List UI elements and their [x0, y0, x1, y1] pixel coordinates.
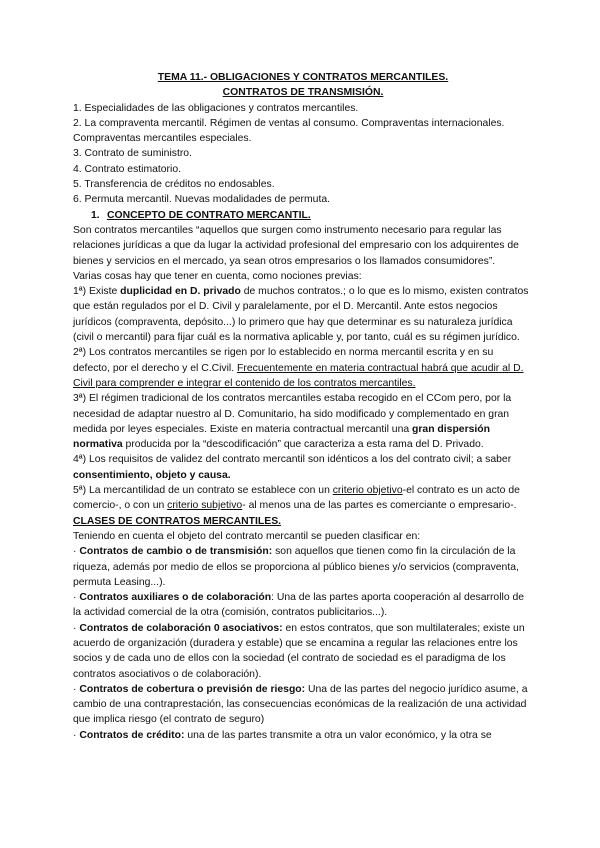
bullet-4: · — [73, 683, 77, 695]
note-2 — [73, 345, 533, 391]
class-5-title: Contratos de crédito: — [79, 729, 185, 741]
note-1-a: 1ª) Existe — [73, 286, 121, 298]
note-3 — [73, 391, 533, 452]
note-3-b: gran dispersión normativa — [73, 423, 490, 451]
note-5-b: criterio objetivo — [332, 485, 403, 497]
class-item-2 — [73, 590, 533, 621]
class-item-4 — [73, 682, 533, 728]
intro-paragraph: Varias cosas hay que tener en cuenta, como nociones previas: — [73, 270, 362, 282]
note-5-d: criterio subjetivo — [167, 500, 243, 512]
note-1-b: duplicidad en D. privado — [120, 286, 241, 298]
index-item-3: 3. Contrato de suministro. — [73, 148, 192, 160]
index-item-2: 2. La compraventa mercantil. Régimen de ventas al consumo. Compraventas internacionales. Compraventas mercantiles especiales. — [73, 117, 505, 145]
index-item-6: 6. Permuta mercantil. Nuevas modalidades de permuta. — [73, 194, 331, 206]
title-line-1: TEMA 11.- OBLIGACIONES Y CONTRATOS MERCANTILES. — [157, 72, 449, 83]
note-2-a: 2ª) Los contratos mercantiles se rigen por lo establecido en norma mercantil escrita y en su defecto, por el derecho y el C.Civil. — [73, 347, 494, 374]
note-5 — [73, 483, 533, 514]
class-1-title: Contratos de cambio o de transmisión: — [79, 546, 273, 558]
class-4-text: Una de las partes del negocio jurídico asume, a cambio de una contraprestación, las consecuencias económicas de la realización de una actividad que implica riesgo (el contrato de seguro) — [73, 683, 528, 726]
index-item-1: 1. Especialidades de las obligaciones y contratos mercantiles. — [73, 102, 359, 114]
class-2-title: Contratos auxiliares o de colaboración — [79, 592, 272, 604]
note-1 — [73, 284, 533, 345]
class-item-5 — [73, 728, 533, 743]
bullet-5: · — [73, 729, 77, 741]
note-1-c: de muchos contratos.; o lo que es lo mismo, existen contratos que están regulados por el D. Civil y paralelamente, por el D. Mercantil. Ante estos negocios jurídicos (compraventa, depósito...) lo primero que hay que determinar es su naturaleza jurídica (civil o mercantil) para fijar cuál es la normativa aplicable y, por tanto, cuál es su régimen jurídico. — [73, 286, 529, 344]
index-item-4: 4. Contrato estimatorio. — [73, 163, 181, 175]
document-page — [73, 70, 533, 743]
section-1-title: CONCEPTO DE CONTRATO MERCANTIL. — [107, 209, 311, 221]
class-3-title: Contratos de colaboración 0 asociativos: — [79, 622, 283, 634]
note-5-e: - al menos una de las partes es comerciante o empresario-. — [242, 500, 517, 512]
bullet-3: · — [73, 622, 77, 634]
note-5-c: -el contrato es un acto de comercio-, o con un — [73, 485, 520, 512]
class-5-text: una de las partes transmite a otra un valor económico, y la otra se — [184, 729, 492, 741]
class-item-3 — [73, 621, 533, 682]
bullet-2: · — [73, 592, 77, 604]
note-4 — [73, 452, 533, 483]
class-3-text: en estos contratos, que son multilaterales; existe un acuerdo de organización (duradera y estable) que se encamina a regular las relaciones entre los socios y de cada uno de ellos con la sociedad (el contrato de sociedad es el paradigma de los contratos asociativos o de colaboración). — [73, 622, 525, 680]
section-1-heading — [73, 208, 533, 223]
note-3-a: 3ª) El régimen tradicional de los contratos mercantiles estaba recogido en el CCom pero, por la necesidad de adaptar nuestro al D. Comunitario, ha sido modificado y complementado en gran medida por leyes especiales. Existe en materia contractual mercantil una — [73, 393, 512, 435]
class-2-text: : Una de las partes aporta cooperación al desarrollo de la actividad comercial de la otra (comisión, contratos publicitarios...). — [73, 592, 525, 619]
bullet-1: · — [73, 546, 77, 558]
note-4-b: consentimiento, objeto y causa. — [73, 469, 231, 481]
class-1-text: son aquellos que tienen como fin la circulación de la riqueza, además por medio de ellos se proporciona al público bienes y/o servicios (compraventa, permuta Leasing...). — [73, 546, 519, 588]
index-item-5: 5. Transferencia de créditos no endosables. — [73, 179, 275, 191]
section-2-intro: Teniendo en cuenta el objeto del contrato mercantil se pueden clasificar en: — [73, 530, 421, 542]
section-2-heading: CLASES DE CONTRATOS MERCANTILES. — [73, 515, 282, 527]
note-4-a: 4ª) Los requisitos de validez del contrato mercantil son idénticos a los del contrato civil; a saber — [73, 454, 512, 466]
title-line-2: CONTRATOS DE TRANSMISIÓN. — [222, 87, 384, 99]
class-item-1 — [73, 544, 533, 590]
note-2-b: Frecuentemente en materia contractual habrá que acudir al D. Civil para comprender e integrar el contenido de los contratos mercantiles. — [73, 362, 524, 389]
note-5-a: 5ª) La mercantilidad de un contrato se establece con un — [73, 485, 333, 497]
note-3-c: producida por la “descodificación” que caracteriza a esta rama del D. Privado. — [122, 439, 484, 451]
class-4-title: Contratos de cobertura o previsión de riesgo: — [79, 683, 306, 695]
definition-paragraph: Son contratos mercantiles “aquellos que surgen como instrumento necesario para regular las relaciones jurídicas a que da lugar la actividad profesional del empresario con los adquirentes de bienes y servicios en el mercado, ya sean otros empresarios o los llamados consumidores”. — [73, 224, 519, 267]
section-1-number: 1. — [91, 209, 100, 221]
